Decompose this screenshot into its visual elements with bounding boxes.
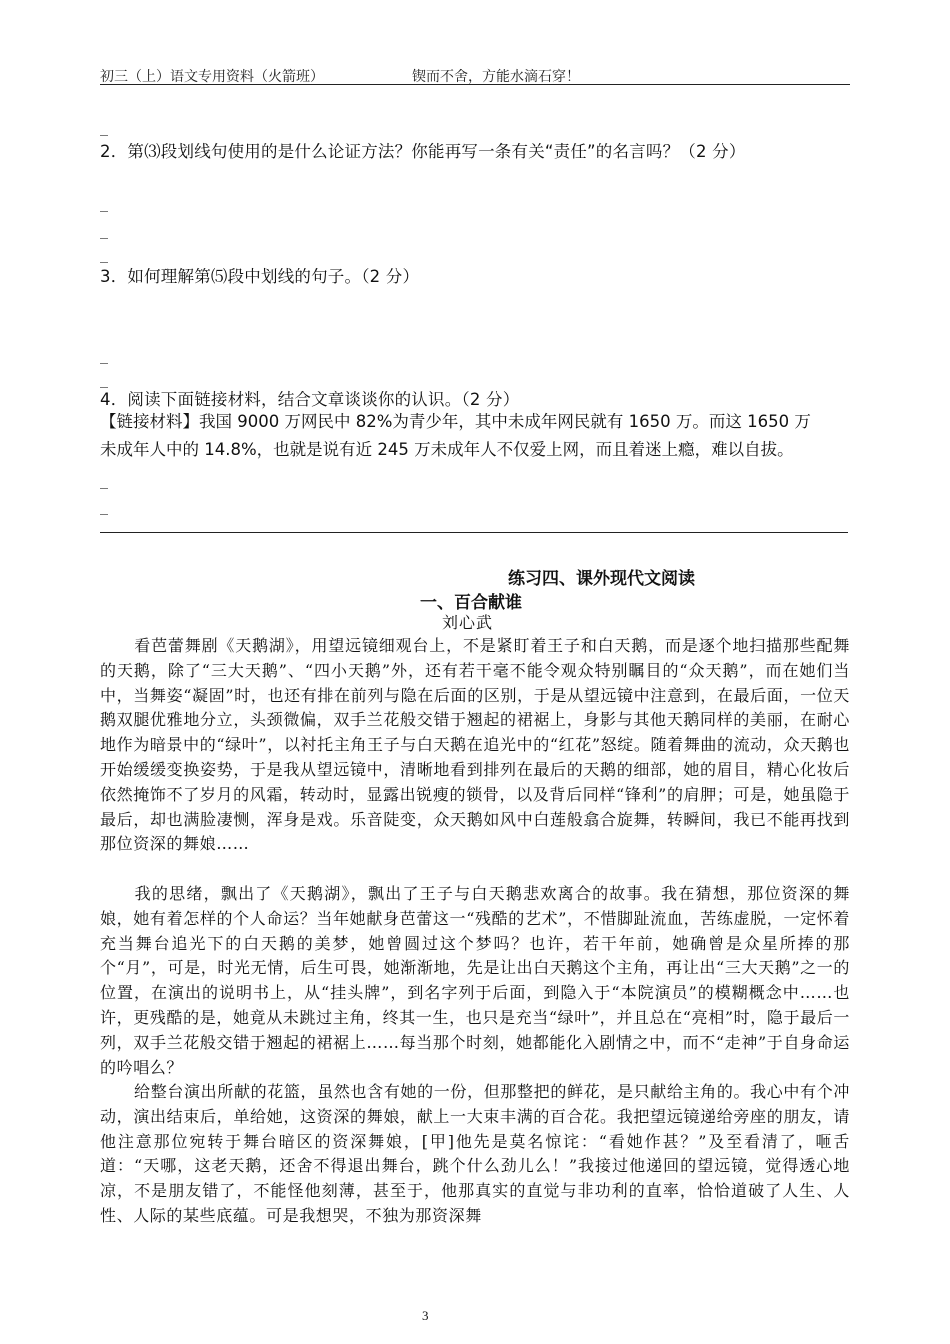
answer-blank: _: [100, 244, 108, 263]
page-header: [100, 64, 850, 86]
article-paragraph-1: [100, 634, 850, 857]
answer-blank: _: [100, 496, 108, 515]
link-material-line-1: 【链接材料】我国 9000 万网民中 82%为青少年，其中未成年网民就有 1650 万。而这 1650 万: [100, 412, 811, 431]
paragraph-text: 看芭蕾舞剧《天鹅湖》，用望远镜细观台上，不是紧盯着王子和白天鹅，而是逐个地扫描那些配舞的天鹅，除了“三大天鹅”、“四小天鹅”外，还有若干毫不能令观众特别瞩目的“众天鹅”，而在她们当中，当舞姿“凝固”时，也还有排在前列与隐在后面的区别，于是从望远镜中注意到，在最后面，一位天鹅双腿优雅地分立，头颈微偏，双手兰花般交错于翘起的裙裾上，身影与其他天鹅同样的美丽，在耐心地作为暗景中的“绿叶”，以衬托主角王子与白天鹅在追光中的“红花”怒绽。随着舞曲的流动，众天鹅也开始缓缓变换姿势，于是我从望远镜中，清晰地看到排列在最后的天鹅的细部，她的眉目，精心化妆后依然掩饰不了岁月的风霜，转动时，显露出锐瘦的锁骨，以及背后同样“锋利”的肩胛；可是，她虽隐于最后，却也满脸凄恻，浑身是戏。乐音陡变，众天鹅如风中白莲般翕合旋舞，转瞬间，我已不能再找到那位资深的舞娘……: [100, 636, 850, 854]
answer-blank: _: [100, 220, 108, 239]
answer-blank: _: [100, 345, 108, 364]
page-number: 3: [422, 1308, 429, 1323]
answer-line: [100, 532, 848, 533]
article-author: 刘心武: [442, 613, 494, 632]
article-paragraph-3: [100, 1080, 850, 1229]
header-motto: 锲而不舍，方能水滴石穿！: [412, 69, 580, 85]
article-paragraph-2: [100, 882, 850, 1080]
answer-blank: _: [100, 193, 108, 212]
header-divider: [100, 84, 850, 85]
paragraph-text: 我的思绪，飘出了《天鹅湖》，飘出了王子与白天鹅悲欢离合的故事。我在猜想，那位资深的舞娘，她有着怎样的个人命运？当年她献身芭蕾这一“残酷的艺术”，不惜脚趾流血，苦练虚脱，一定怀着充当舞台追光下的白天鹅的美梦，她曾圆过这个梦吗？也许，若干年前，她确曾是众星所捧的那个“月”，可是，时光无情，后生可畏，她渐渐地，先是让出白天鹅这个主角，再让出“三大天鹅”之一的位置，在演出的说明书上，从“挂头牌”，到名字列于后面，到隐入于“本院演员”的模糊概念中……也许，更残酷的是，她竟从未跳过主角，终其一生，也只是充当“绿叶”，并且总在“亮相”时，隐于最后一列，双手兰花般交错于翘起的裙裾上……每当那个时刻，她都能化入剧情之中，而不“走神”于自身命运的吟唱么？: [100, 884, 850, 1077]
question-4: 4．阅读下面链接材料，结合文章谈谈你的认识。（2 分）: [100, 390, 520, 409]
link-material-line-2: 未成年人中的 14.8%，也就是说有近 245 万未成年人不仅爱上网，而且着迷上瘾，难以自拔。: [100, 440, 794, 459]
answer-blank: _: [100, 369, 108, 388]
section-title: 练习四、课外现代文阅读: [508, 569, 695, 589]
paragraph-text: 给整台演出所献的花篮，虽然也含有她的一份，但那整把的鲜花，是只献给主角的。我心中有个冲动，演出结束后，单给她，这资深的舞娘，献上一大束丰满的百合花。我把望远镜递给旁座的朋友，请他注意那位宛转于舞台暗区的资深舞娘，[甲]他先是莫名惊诧：“看她作甚？”及至看清了，咂舌道：“天哪，这老天鹅，还舍不得退出舞台，跳个什么劲儿么！”我接过他递回的望远镜，觉得透心地凉，不是朋友错了，不能怪他刻薄，甚至于，他那真实的直觉与非功利的直率，恰恰道破了人生、人性、人际的某些底蕴。可是我想哭，不独为那资深舞: [100, 1082, 850, 1225]
answer-blank: _: [100, 117, 108, 136]
question-2: 2．第⑶段划线句使用的是什么论证方法？你能再写一条有关“责任”的名言吗？（2 分）: [100, 142, 746, 161]
article-title: 一、百合献谁: [420, 593, 522, 613]
question-3: 3．如何理解第⑸段中划线的句子。（2 分）: [100, 267, 420, 286]
answer-blank: _: [100, 470, 108, 489]
header-course-title: 初三（上）语文专用资料（火箭班）: [100, 69, 324, 85]
